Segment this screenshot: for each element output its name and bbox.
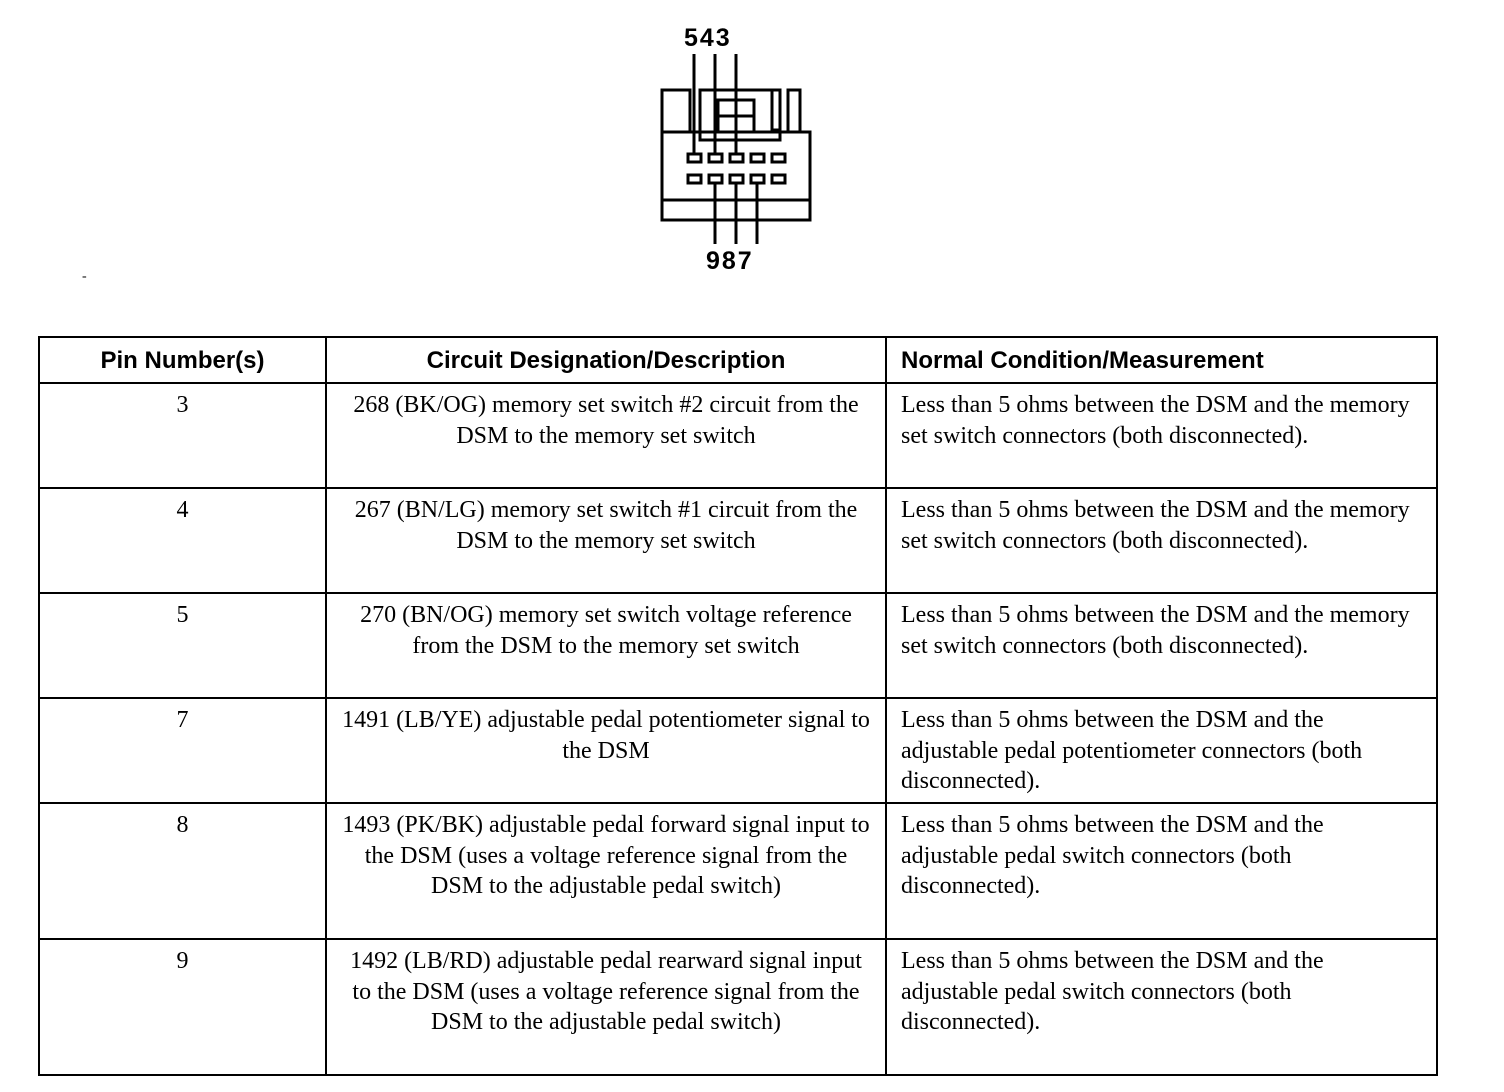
pin-table bbox=[38, 336, 1438, 1076]
header-pin-number: Pin Number(s) bbox=[39, 337, 326, 383]
circuit-cell: 267 (BN/LG) memory set switch #1 circuit from the DSM to the memory set switch bbox=[326, 488, 886, 593]
table-row bbox=[39, 383, 1437, 488]
measurement-cell: Less than 5 ohms between the DSM and the adjustable pedal potentiometer connectors (both disconnected). bbox=[886, 698, 1437, 803]
circuit-cell: 1493 (PK/BK) adjustable pedal forward signal input to the DSM (uses a voltage reference signal from the DSM to the adjustable pedal switch) bbox=[326, 803, 886, 939]
circuit-cell: 1491 (LB/YE) adjustable pedal potentiometer signal to the DSM bbox=[326, 698, 886, 803]
table-row bbox=[39, 593, 1437, 698]
table-row bbox=[39, 803, 1437, 939]
bottom-pin-labels: 987 bbox=[706, 247, 754, 275]
connector-face-icon bbox=[640, 18, 840, 248]
connector-diagram bbox=[640, 18, 840, 278]
measurement-cell: Less than 5 ohms between the DSM and the memory set switch connectors (both disconnected). bbox=[886, 383, 1437, 488]
circuit-cell: 1492 (LB/RD) adjustable pedal rearward signal input to the DSM (uses a voltage reference signal from the DSM to the adjustable pedal switch) bbox=[326, 939, 886, 1075]
circuit-cell: 270 (BN/OG) memory set switch voltage reference from the DSM to the memory set switch bbox=[326, 593, 886, 698]
circuit-cell: 268 (BK/OG) memory set switch #2 circuit from the DSM to the memory set switch bbox=[326, 383, 886, 488]
measurement-cell: Less than 5 ohms between the DSM and the adjustable pedal switch connectors (both disconnected). bbox=[886, 939, 1437, 1075]
pin-cell: 7 bbox=[39, 698, 326, 803]
pin-cell: 5 bbox=[39, 593, 326, 698]
header-measurement: Normal Condition/Measurement bbox=[886, 337, 1437, 383]
pin-cell: 9 bbox=[39, 939, 326, 1075]
header-circuit: Circuit Designation/Description bbox=[326, 337, 886, 383]
top-pin-labels: 543 bbox=[684, 24, 732, 52]
measurement-cell: Less than 5 ohms between the DSM and the memory set switch connectors (both disconnected). bbox=[886, 488, 1437, 593]
measurement-cell: Less than 5 ohms between the DSM and the adjustable pedal switch connectors (both disconnected). bbox=[886, 803, 1437, 939]
table-row bbox=[39, 698, 1437, 803]
table-row bbox=[39, 939, 1437, 1075]
stray-mark: - bbox=[82, 269, 87, 284]
pin-cell: 8 bbox=[39, 803, 326, 939]
table-row bbox=[39, 488, 1437, 593]
pin-cell: 4 bbox=[39, 488, 326, 593]
measurement-cell: Less than 5 ohms between the DSM and the memory set switch connectors (both disconnected). bbox=[886, 593, 1437, 698]
pin-cell: 3 bbox=[39, 383, 326, 488]
table-header-row bbox=[39, 337, 1437, 383]
